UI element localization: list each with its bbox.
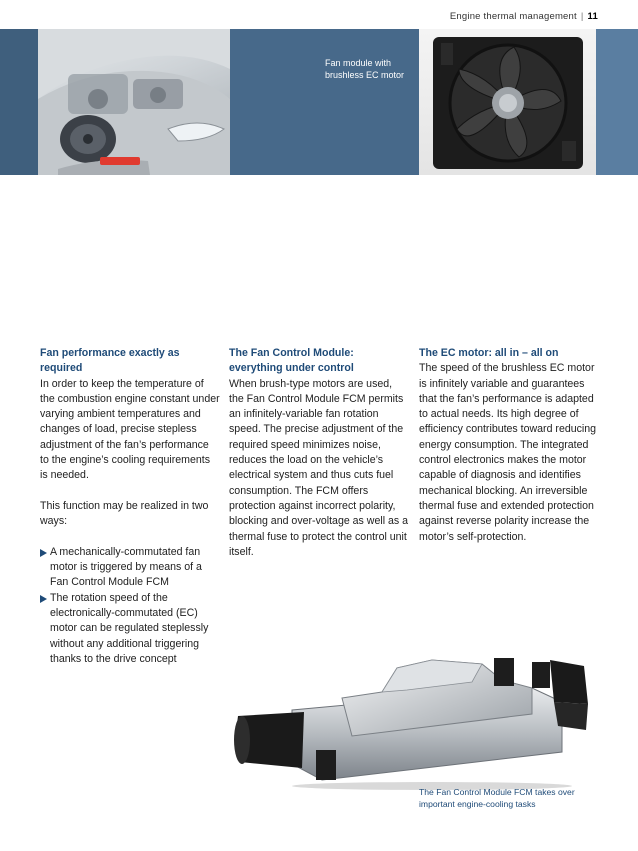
fcm-product-photo (232, 640, 592, 790)
product-caption-line2: important engine-cooling tasks (419, 799, 536, 809)
column-ec-motor (419, 346, 599, 560)
bullet-text: The rotation speed of the electronically-commutated (EC) motor can be regulated steplessly without any additional triggering thanks to the drive concept (50, 591, 209, 665)
heading-line2: everything under control (229, 362, 354, 375)
section-title: Engine thermal management (449, 11, 577, 22)
banner-right-stripe (596, 29, 638, 175)
fan-module-photo (419, 29, 596, 175)
paragraph-ec-motor: The speed of the brushless EC motor is infinitely variable and guarantees that the fan’s performance is adapted to actual needs. Its high degree of efficiency contributes toward reducing energy consumption. The integrated control electronics makes the motor capable of diagnosis and identifies mechanical blocking. An irreversible thermal fuse and extended protection against reverse polarity increase the motor’s self-protection. (419, 362, 597, 543)
triangle-bullet-icon (40, 549, 47, 557)
banner-caption-line2: brushless EC motor (325, 70, 405, 80)
fcm-illustration (232, 640, 592, 790)
triangle-bullet-icon (40, 595, 47, 603)
bullet-list (40, 545, 220, 667)
heading-fan-control-module (229, 346, 409, 377)
paragraph-two-ways: This function may be realized in two ways: (40, 499, 209, 528)
list-item (40, 591, 220, 667)
product-caption (419, 786, 599, 810)
paragraph-fan-control-module: When brush-type motors are used, the Fan Control Module FCM permits an infinitely-variable fan rotation speed. The precise adjustment of the required speed minimizes noise, reduces the load on the vehicle’s electrical system and thus cuts fuel consumption. The FCM offers protection against incorrect polarity, blocking and over-voltage as well as a thermal fuse to protect the control unit itself. (229, 377, 409, 558)
bullet-text: A mechanically-commutated fan motor is triggered by means of a Fan Control Module FCM (50, 545, 202, 589)
banner-caption-line1: Fan module with (325, 58, 392, 68)
list-item (40, 545, 220, 591)
paragraph-fan-performance: In order to keep the temperature of the combustion engine constant under varying ambient temperatures and changes of load, precise stepless adjustment of the fan’s performance to the engine’s cooling requirements is needed. (40, 377, 220, 482)
header-separator: | (580, 11, 584, 22)
column-fan-performance (40, 346, 220, 667)
running-header (450, 11, 598, 22)
fan-module-illustration (419, 29, 596, 175)
car-xray-photo (38, 29, 230, 175)
heading-line1: The Fan Control Module: (229, 347, 354, 359)
banner-caption (325, 57, 417, 81)
heading-ec-motor: The EC motor: all in – all on (419, 347, 559, 359)
product-caption-line1: The Fan Control Module FCM takes over (419, 787, 575, 797)
column-fan-control-module (229, 346, 409, 575)
page-number: 11 (587, 11, 598, 22)
banner-left-stripe (0, 29, 38, 175)
car-illustration (38, 29, 230, 175)
heading-fan-performance: Fan performance exactly as required (40, 347, 180, 375)
